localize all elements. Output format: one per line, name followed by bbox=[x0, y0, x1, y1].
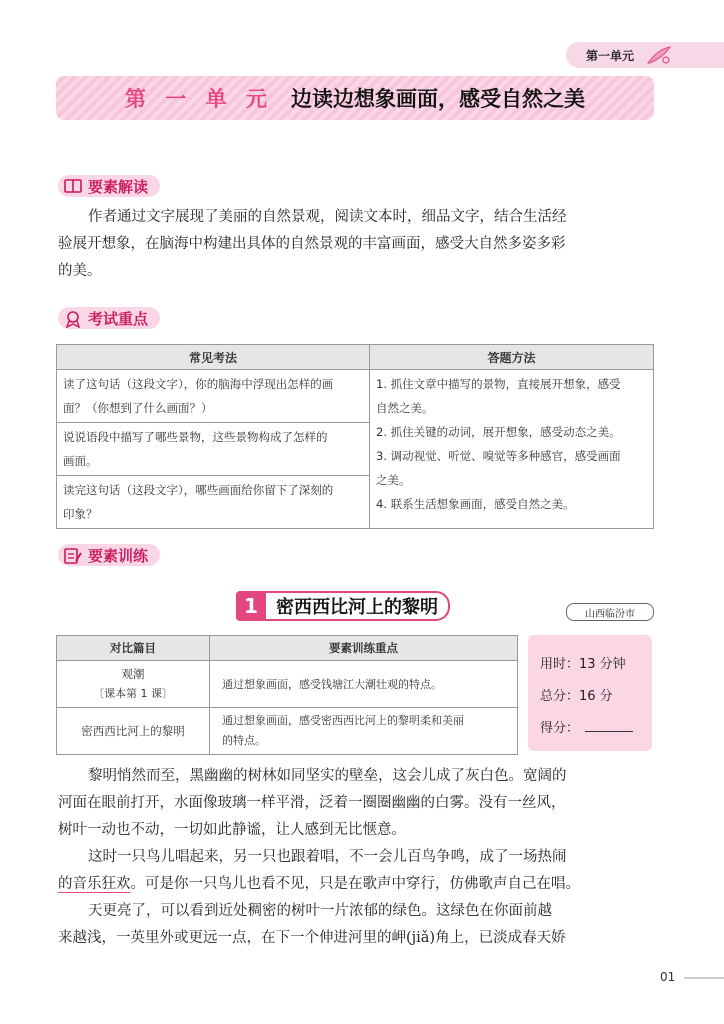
article-text bbox=[58, 763, 658, 952]
interpretation-text bbox=[58, 204, 658, 285]
cell-line: 的特点。 bbox=[222, 734, 266, 747]
text-line: 天更亮了，可以看到近处稠密的树叶一片浓郁的绿色。这绿色在你面前越 bbox=[88, 903, 552, 919]
section-header-interpretation bbox=[58, 174, 160, 198]
quill-icon bbox=[646, 45, 674, 65]
text-line: 河面在眼前打开，水面像玻璃一样平滑，泛着一圈圈幽幽的白雾。没有一丝风， bbox=[58, 795, 566, 811]
cell-line: 密西西比河上的黎明 bbox=[81, 724, 185, 738]
banner-unit: 第 一 单 元 bbox=[125, 87, 273, 111]
text-span: 。可是你一只鸟儿也看不见，只是在歌声中穿行，仿佛歌声自己在唱。 bbox=[130, 876, 580, 892]
cell-line: 画面。 bbox=[63, 454, 98, 468]
table-cell bbox=[57, 423, 370, 476]
text-line: 树叶一动也不动，一切如此静谧，让人感到无比惬意。 bbox=[58, 822, 406, 838]
cell-line: 说说语段中描写了哪些景物，这些景物构成了怎样的 bbox=[63, 430, 328, 444]
score-box bbox=[528, 635, 652, 751]
score-label-text: 得分： bbox=[540, 721, 580, 736]
cell-line: 面？（你想到了什么画面？） bbox=[63, 401, 213, 415]
table-header: 要素训练重点 bbox=[210, 636, 518, 661]
section-title: 要素训练 bbox=[88, 546, 149, 565]
cell-line: 之美。 bbox=[376, 473, 411, 487]
table-cell bbox=[57, 661, 210, 708]
lesson-title: 密西西比河上的黎明 bbox=[266, 591, 450, 621]
table-cell bbox=[57, 708, 210, 755]
text-line: 这时一只鸟儿唱起来，另一只也跟着唱，不一会儿百鸟争鸣，成了一场热闹 bbox=[88, 849, 567, 865]
book-icon bbox=[64, 178, 82, 194]
cell-line: 2. 抓住关键的动词，展开想象，感受动态之美。 bbox=[376, 425, 621, 439]
title-banner bbox=[56, 76, 654, 120]
banner-title: 边读边想象画面，感受自然之美 bbox=[290, 87, 585, 111]
table-cell bbox=[210, 708, 518, 755]
table-header: 答题方法 bbox=[370, 345, 654, 370]
text-line: 的美。 bbox=[58, 263, 102, 279]
total-label: 总分：16 分 bbox=[540, 689, 613, 704]
text-line: 来越浅，一英里外或更远一点，在下一个伸进河里的岬(jiǎ)角上，已淡成春天娇 bbox=[58, 930, 566, 946]
page-rule bbox=[684, 977, 724, 979]
section-header-exam-points bbox=[58, 306, 160, 330]
text-line bbox=[58, 871, 658, 898]
table-cell bbox=[57, 370, 370, 423]
cell-line: 读了这句话（这段文字），你的脑海中浮现出怎样的画 bbox=[63, 377, 334, 391]
compare-table bbox=[56, 635, 518, 755]
cell-line: 通过想象画面，感受钱塘江大潮壮观的特点。 bbox=[222, 678, 442, 691]
cell-line: 观潮 bbox=[121, 667, 145, 681]
exam-table bbox=[56, 344, 654, 529]
cell-line: 1. 抓住文章中描写的景物，直接展开想象，感受 bbox=[376, 377, 621, 391]
table-cell-methods bbox=[370, 370, 654, 529]
pencil-note-icon bbox=[64, 547, 82, 565]
text-line: 作者通过文字展现了美丽的自然景观，阅读文本时，细品文字，结合生活经 bbox=[88, 209, 567, 225]
cell-line: 通过想象画面，感受密西西比河上的黎明柔和美丽 bbox=[222, 714, 464, 727]
text-line: 验展开想象，在脑海中构建出具体的自然景观的丰富画面，感受大自然多姿多彩 bbox=[58, 236, 566, 252]
time-label: 用时：13 分钟 bbox=[540, 657, 626, 672]
table-cell bbox=[210, 661, 518, 708]
cell-line: 〔课本第 1 课〕 bbox=[93, 687, 173, 700]
unit-tab bbox=[566, 42, 724, 68]
table-cell bbox=[57, 476, 370, 529]
cell-line: 自然之美。 bbox=[376, 401, 434, 415]
cell-line: 印象？ bbox=[63, 507, 98, 521]
cell-line: 读完这句话（这段文字），哪些画面给你留下了深刻的 bbox=[63, 483, 334, 497]
cell-line: 3. 调动视觉、听觉、嗅觉等多种感官，感受画面 bbox=[376, 449, 621, 463]
score-label bbox=[540, 717, 633, 736]
lesson-number: 1 bbox=[236, 591, 266, 621]
lesson-heading bbox=[236, 591, 450, 621]
medal-icon bbox=[64, 310, 82, 328]
region-tag: 山西临汾市 bbox=[566, 603, 654, 621]
cell-line: 4. 联系生活想象画面，感受自然之美。 bbox=[376, 497, 575, 511]
section-title: 考试重点 bbox=[88, 309, 149, 328]
table-header: 常见考法 bbox=[57, 345, 370, 370]
section-header-training bbox=[58, 543, 160, 567]
unit-tab-label: 第一单元 bbox=[586, 48, 635, 63]
section-title: 要素解读 bbox=[88, 177, 149, 196]
score-blank[interactable] bbox=[585, 731, 633, 732]
text-line: 黎明悄然而至，黑幽幽的树林如同坚实的壁垒，这会儿成了灰白色。宽阔的 bbox=[88, 768, 567, 784]
underlined-phrase: 的音乐狂欢 bbox=[58, 876, 131, 892]
table-header: 对比篇目 bbox=[57, 636, 210, 661]
page-number: 01 bbox=[660, 970, 676, 984]
